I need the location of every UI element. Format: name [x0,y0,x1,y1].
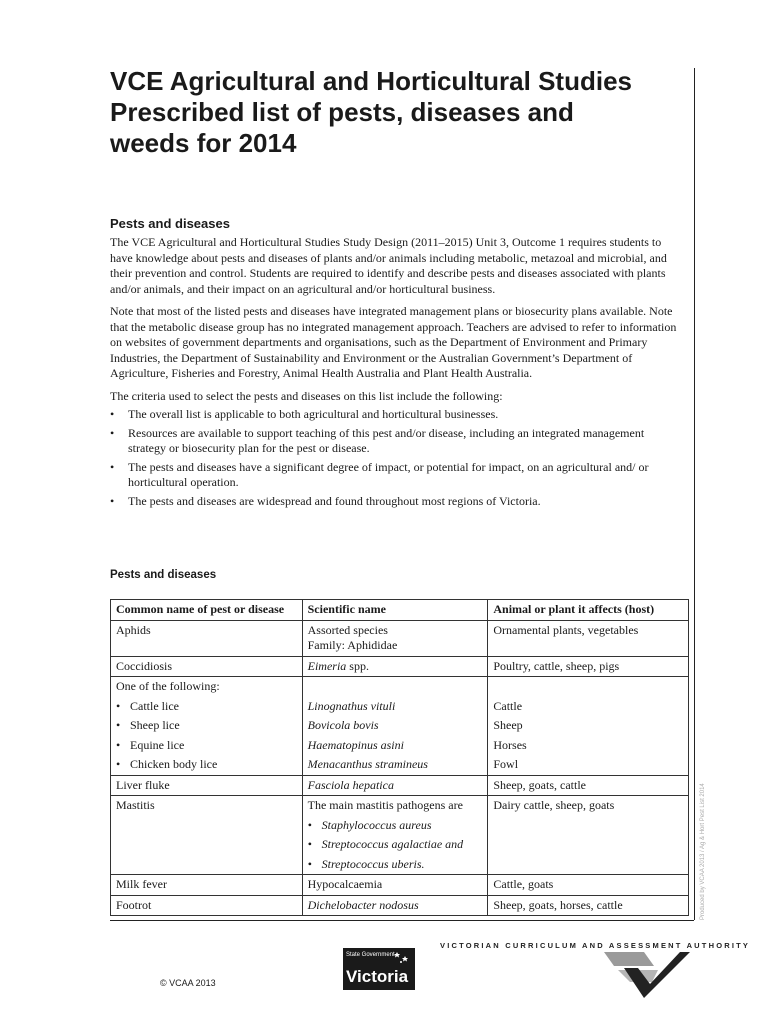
list-item: • Cattle lice [116,699,297,715]
common-name-cell: Footrot [111,895,303,916]
table-row [111,895,689,916]
scientific-name-line: Bovicola bovis [307,718,379,732]
list-item: • Streptococcus uberis. [308,857,483,873]
table-row [111,677,689,776]
bottom-rule [110,920,694,921]
host-cell: Ornamental plants, vegetables [488,620,689,656]
scientific-name-cell [302,677,488,776]
host-cell [488,677,689,776]
scientific-name-suffix: spp. [346,658,369,673]
title-line-3: weeds for 2014 [110,128,297,158]
table-row [111,656,689,677]
table-header-row [111,600,689,621]
column-header: Scientific name [302,600,488,621]
scientific-name-cell: Dichelobacter nodosus [302,895,488,916]
column-header: Common name of pest or disease [111,600,303,621]
scientific-name-cell: Hypocalcaemia [302,875,488,896]
host-line: Fowl [493,757,519,771]
vertical-rule [694,68,695,920]
victoria-government-logo [343,948,415,990]
table-row [111,796,689,875]
host-line: Cattle [493,698,523,713]
section-heading: Pests and diseases [110,216,230,231]
host-cell: Sheep, goats, horses, cattle [488,895,689,916]
common-name-cell: Aphids [111,620,303,656]
criteria-item: • Resources are available to support teaching of this pest and/or disease, including an integrated management strategy or biosecurity plan for the pest or disease. [110,426,680,457]
scientific-name-line: Haematopinus asini [307,737,404,752]
scientific-name-line: Assorted species [307,622,388,637]
scientific-name-cell [302,656,488,677]
list-item: • Sheep lice [116,718,297,734]
vcaa-check-logo-icon [604,952,690,998]
list-item: • Streptococcus agalactiae and [308,837,483,853]
logo-state-government: State Government [346,952,395,958]
common-name-cell: Liver fluke [111,775,303,796]
southern-cross-icon [393,951,411,965]
table-row [111,875,689,896]
side-print-note: Produced by VCAA 2013 / Ag & Hort Pest List 2014 [700,783,706,920]
page-title [110,66,690,159]
common-name-cell [111,677,303,776]
mastitis-intro: The main mastitis pathogens are [307,798,463,812]
host-cell: Sheep, goats, cattle [488,775,689,796]
list-item: • Chicken body lice [116,757,297,773]
common-name-cell: Coccidiosis [111,656,303,677]
title-line-2: Prescribed list of pests, diseases and [110,97,574,127]
intro-paragraph-3: The criteria used to select the pests and diseases on this list include the following: [110,388,503,403]
pathogen-list [308,818,483,873]
common-name-cell: Mastitis [111,796,303,875]
scientific-name-cell: Fasciola hepatica [302,775,488,796]
table-row [111,620,689,656]
criteria-item: • The overall list is applicable to both agricultural and horticultural businesses. [110,407,680,423]
host-line: Horses [493,737,527,752]
column-header: Animal or plant it affects (host) [488,600,689,621]
scientific-name-italic: Eimeria [307,658,347,673]
intro-paragraph-2: Note that most of the listed pests and diseases have integrated management plans or biosecurity plans available. Note that the metabolic disease group has no integrated management approach. Teachers are advised to refer to information on websites of government departments and organisations, such as the Department of Environment and Primary Industries, the Department of Sustainability and Environment or the Australian Government’s Department of Agriculture, Fisheries and Forestry, Animal Health Australia and Plant Health Australia. [110,304,677,380]
host-line: Sheep [493,718,523,732]
host-cell: Poultry, cattle, sheep, pigs [488,656,689,677]
copyright-notice: © VCAA 2013 [160,978,216,988]
scientific-name-line: Menacanthus stramineus [307,757,428,771]
lice-list [116,699,297,773]
list-item: • Staphylococcus aureus [308,818,483,834]
scientific-name-line: Linognathus vituli [307,698,396,713]
logo-victoria: Victoria [346,967,409,986]
scientific-name-line: Family: Aphididae [307,638,398,652]
criteria-list [110,407,680,509]
lice-intro: One of the following: [116,679,220,693]
criteria-item: • The pests and diseases have a significant degree of impact, or potential for impact, on an agricultural and/ or horticultural operation. [110,460,680,491]
vcaa-name: VICTORIAN CURRICULUM AND ASSESSMENT AUTHORITY [440,941,751,950]
title-line-1: VCE Agricultural and Horticultural Studies [110,66,632,96]
intro-section [110,216,680,512]
host-cell: Cattle, goats [488,875,689,896]
intro-paragraph-1: The VCE Agricultural and Horticultural Studies Study Design (2011–2015) Unit 3, Outcome 1 requires students to have knowledge about pests and diseases of plants and/or animals including metabolic, metazoal and microbial, and their prevention and control. Students are required to identify and describe pests and diseases associated with plants and/or animals, and their impact on an agricultural and/or horticultural business. [110,235,667,296]
common-name-cell: Milk fever [111,875,303,896]
list-item: • Equine lice [116,738,297,754]
pests-table [110,599,689,916]
scientific-name-cell [302,796,488,875]
scientific-name-cell [302,620,488,656]
table-row [111,775,689,796]
criteria-item: • The pests and diseases are widespread and found throughout most regions of Victoria. [110,494,680,510]
host-cell: Dairy cattle, sheep, goats [488,796,689,875]
table-caption: Pests and diseases [110,569,217,581]
